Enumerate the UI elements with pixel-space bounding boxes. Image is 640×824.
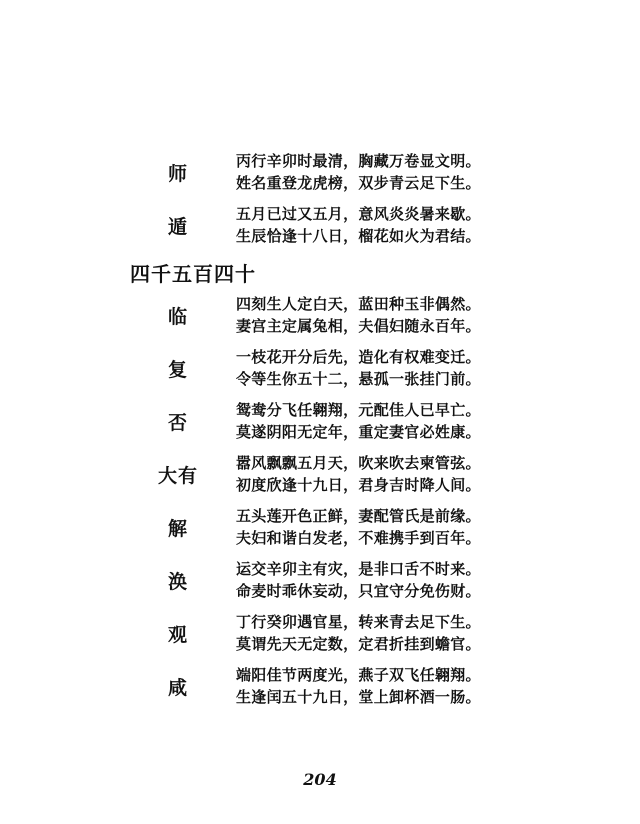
verse-line: 生辰恰逢十八日，榴花如火为君结。 bbox=[236, 227, 481, 245]
verse-entry bbox=[0, 558, 640, 602]
hexagram-name: 观 bbox=[167, 623, 188, 646]
verse-lines bbox=[236, 452, 481, 496]
verse-line: 令等生你五十二，悬孤一张挂门前。 bbox=[236, 370, 481, 388]
verse-line: 莫遂阴阳无定年，重定妻官必姓康。 bbox=[236, 423, 481, 441]
verse-entry bbox=[0, 150, 640, 194]
verse-entry bbox=[0, 346, 640, 390]
verse-line: 命麦时乖休妄动，只宜守分免伤财。 bbox=[236, 582, 481, 600]
verse-entry bbox=[0, 452, 640, 496]
hexagram-name: 遁 bbox=[167, 215, 188, 238]
verse-line: 姓名重登龙虎榜，双步青云足下生。 bbox=[236, 174, 481, 192]
verse-line: 鸳鸯分飞任翱翔，元配佳人已早亡。 bbox=[236, 401, 481, 419]
verse-line: 五月已过又五月，意风炎炎暑来歇。 bbox=[236, 205, 481, 223]
hexagram-name: 涣 bbox=[167, 570, 188, 593]
verse-lines bbox=[236, 611, 481, 655]
verse-line: 丁行癸卯遇官星，转来青去足下生。 bbox=[236, 613, 481, 631]
verse-lines bbox=[236, 399, 481, 443]
section-heading: 四千五百四十 bbox=[130, 262, 256, 286]
hexagram-name: 咸 bbox=[167, 676, 188, 699]
verse-line: 丙行辛卯时最清，胸藏万卷显文明。 bbox=[236, 152, 481, 170]
verse-line: 嚣风飘飘五月天，吹来吹去柬管弦。 bbox=[236, 454, 481, 472]
verse-lines bbox=[236, 505, 481, 549]
verse-line: 生逢闰五十九日，堂上卸杯酒一肠。 bbox=[236, 688, 481, 706]
page-number: 204 bbox=[303, 770, 337, 789]
verse-line: 莫谓先天无定数，定君折挂到蟾官。 bbox=[236, 635, 481, 653]
verse-line: 一枝花开分后先，造化有权难变迁。 bbox=[236, 348, 481, 366]
verse-line: 五头莲开色正鲜，妻配管氏是前缘。 bbox=[236, 507, 481, 525]
verse-entry bbox=[0, 293, 640, 337]
verse-line: 运交辛卯主有灾，是非口舌不时来。 bbox=[236, 560, 481, 578]
verse-entry bbox=[0, 203, 640, 247]
verse-line: 四刻生人定白天，蓝田种玉非偶然。 bbox=[236, 295, 481, 313]
verse-line: 妻宫主定属兔相，夫倡妇随永百年。 bbox=[236, 317, 481, 335]
hexagram-name: 否 bbox=[167, 411, 188, 434]
hexagram-name: 大有 bbox=[157, 464, 198, 487]
verse-entry bbox=[0, 399, 640, 443]
hexagram-name: 临 bbox=[167, 305, 188, 328]
verse-line: 夫妇和谐白发老，不难携手到百年。 bbox=[236, 529, 481, 547]
verse-entry bbox=[0, 611, 640, 655]
verse-lines bbox=[236, 293, 481, 337]
hexagram-name: 解 bbox=[167, 517, 188, 540]
verse-lines bbox=[236, 558, 481, 602]
verse-lines bbox=[236, 203, 481, 247]
verse-lines bbox=[236, 346, 481, 390]
verse-lines bbox=[236, 150, 481, 194]
hexagram-name: 师 bbox=[167, 162, 188, 185]
verse-line: 初度欣逢十九日，君身吉时降人间。 bbox=[236, 476, 481, 494]
verse-lines bbox=[236, 664, 481, 708]
verse-line: 端阳佳节两度光，燕子双飞任翱翔。 bbox=[236, 666, 481, 684]
hexagram-name: 复 bbox=[167, 358, 188, 381]
verse-entry bbox=[0, 505, 640, 549]
verse-entry bbox=[0, 664, 640, 708]
